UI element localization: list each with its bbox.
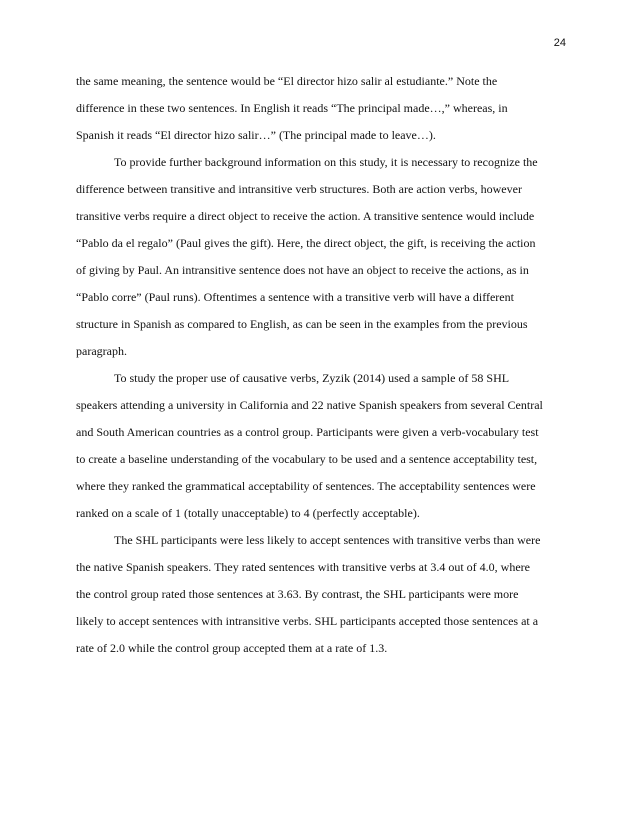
text-line: and South American countries as a control group. Participants were given a verb-vocabulary test: [76, 425, 539, 439]
text-line: Spanish it reads “El director hizo salir…” (The principal made to leave…).: [76, 128, 436, 142]
body-text: [76, 68, 564, 662]
text-line: paragraph.: [76, 344, 127, 358]
text-line: the same meaning, the sentence would be “El director hizo salir al estudiante.” Note the: [76, 74, 498, 88]
text-line: “Pablo da el regalo” (Paul gives the gift). Here, the direct object, the gift, is receiving the action: [76, 236, 536, 250]
page-number: 24: [553, 37, 566, 49]
text-line: transitive verbs require a direct object to receive the action. A transitive sentence would include: [76, 209, 535, 223]
text-line: the native Spanish speakers. They rated sentences with transitive verbs at 3.4 out of 4.0, where: [76, 560, 530, 574]
text-line: the control group rated those sentences at 3.63. By contrast, the SHL participants were more: [76, 587, 519, 601]
text-line: ranked on a scale of 1 (totally unacceptable) to 4 (perfectly acceptable).: [76, 506, 420, 520]
text-line: structure in Spanish as compared to English, as can be seen in the examples from the previous: [76, 317, 528, 331]
text-line: The SHL participants were less likely to accept sentences with transitive verbs than were: [114, 533, 541, 547]
text-line: To provide further background information on this study, it is necessary to recognize the: [114, 155, 538, 169]
text-line: to create a baseline understanding of the vocabulary to be used and a sentence acceptability test,: [76, 452, 538, 466]
text-line: “Pablo corre” (Paul runs). Oftentimes a sentence with a transitive verb will have a different: [76, 290, 514, 304]
text-line: speakers attending a university in California and 22 native Spanish speakers from several Central: [76, 398, 543, 412]
text-line: difference between transitive and intransitive verb structures. Both are action verbs, however: [76, 182, 522, 196]
text-line: difference in these two sentences. In English it reads “The principal made…,” whereas, in: [76, 101, 508, 115]
text-line: rate of 2.0 while the control group accepted them at a rate of 1.3.: [76, 641, 388, 655]
text-line: To study the proper use of causative verbs, Zyzik (2014) used a sample of 58 SHL: [114, 371, 510, 385]
text-line: where they ranked the grammatical acceptability of sentences. The acceptability sentences were: [76, 479, 536, 493]
text-line: of giving by Paul. An intransitive sentence does not have an object to receive the actions, as in: [76, 263, 529, 277]
text-line: likely to accept sentences with intransitive verbs. SHL participants accepted those sentences at a: [76, 614, 539, 628]
